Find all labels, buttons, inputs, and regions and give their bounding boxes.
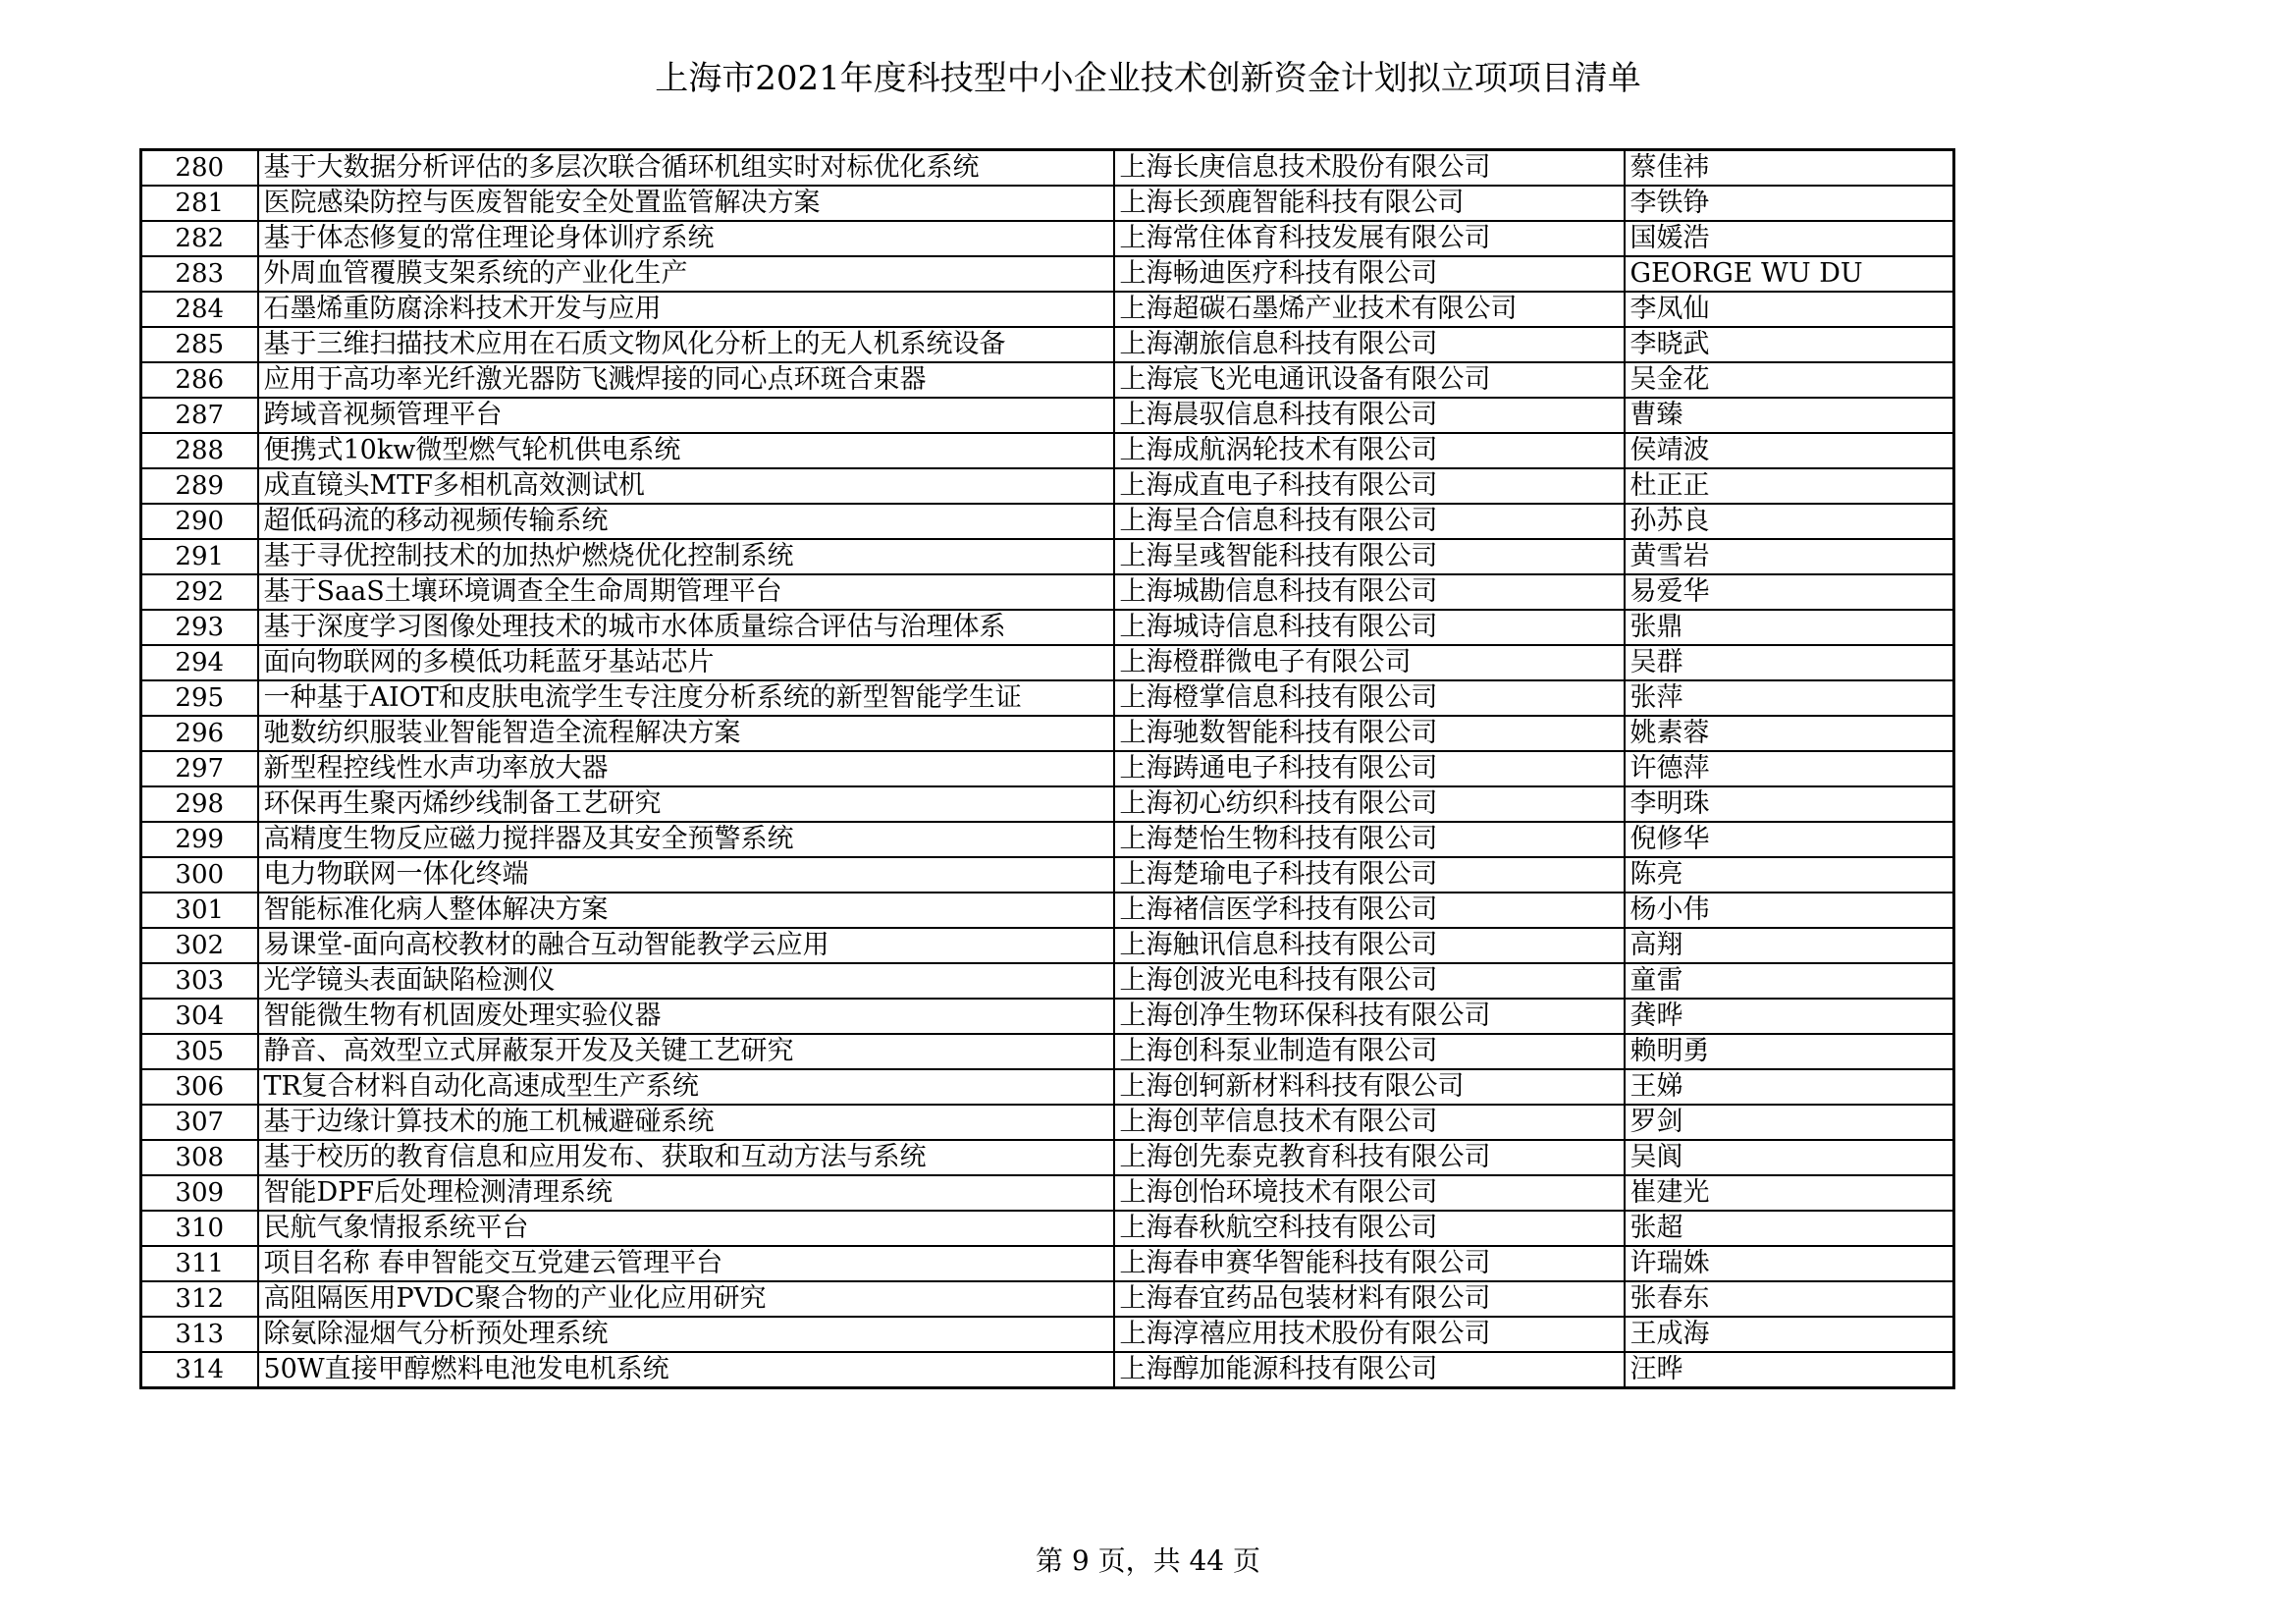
row-number-cell: 297 (141, 751, 258, 786)
row-number-cell: 294 (141, 645, 258, 680)
project-name-cell: 一种基于AIOT和皮肤电流学生专注度分析系统的新型智能学生证 (258, 680, 1114, 716)
row-number-cell: 302 (141, 928, 258, 963)
contact-person-cell: 李铁铮 (1625, 186, 1954, 221)
contact-person-cell: 陈亮 (1625, 857, 1954, 893)
row-number-cell: 291 (141, 539, 258, 574)
contact-person-cell: 王娣 (1625, 1069, 1954, 1105)
project-name-cell: 基于深度学习图像处理技术的城市水体质量综合评估与治理体系 (258, 610, 1114, 645)
table-row (141, 610, 1954, 645)
project-name-cell: 高精度生物反应磁力搅拌器及其安全预警系统 (258, 822, 1114, 857)
page-title: 上海市2021年度科技型中小企业技术创新资金计划拟立项项目清单 (655, 59, 1641, 98)
company-name-cell: 上海触讯信息科技有限公司 (1114, 928, 1625, 963)
table-row (141, 398, 1954, 433)
project-name-cell: 石墨烯重防腐涂料技术开发与应用 (258, 292, 1114, 327)
row-number-cell: 309 (141, 1175, 258, 1211)
contact-person-cell: 李晓武 (1625, 327, 1954, 362)
row-number-cell: 301 (141, 893, 258, 928)
contact-person-cell: 龚晔 (1625, 999, 1954, 1034)
company-name-cell: 上海春宜药品包装材料有限公司 (1114, 1281, 1625, 1317)
row-number-cell: 313 (141, 1317, 258, 1352)
row-number-cell: 306 (141, 1069, 258, 1105)
row-number-cell: 293 (141, 610, 258, 645)
contact-person-cell: 吴群 (1625, 645, 1954, 680)
table-row (141, 680, 1954, 716)
table-row (141, 786, 1954, 822)
row-number-cell: 280 (141, 150, 258, 187)
company-name-cell: 上海踌通电子科技有限公司 (1114, 751, 1625, 786)
contact-person-cell: 蔡佳祎 (1625, 150, 1954, 187)
table-row (141, 292, 1954, 327)
table-row (141, 574, 1954, 610)
project-name-cell: 便携式10kw微型燃气轮机供电系统 (258, 433, 1114, 468)
project-name-cell: 电力物联网一体化终端 (258, 857, 1114, 893)
project-name-cell: 项目名称 春申智能交互党建云管理平台 (258, 1246, 1114, 1281)
company-name-cell: 上海初心纺织科技有限公司 (1114, 786, 1625, 822)
row-number-cell: 314 (141, 1352, 258, 1388)
contact-person-cell: 曹臻 (1625, 398, 1954, 433)
project-name-cell: 成直镜头MTF多相机高效测试机 (258, 468, 1114, 504)
row-number-cell: 300 (141, 857, 258, 893)
table-row (141, 327, 1954, 362)
contact-person-cell: 张鼎 (1625, 610, 1954, 645)
table-row (141, 857, 1954, 893)
row-number-cell: 308 (141, 1140, 258, 1175)
contact-person-cell: 黄雪岩 (1625, 539, 1954, 574)
table-row (141, 1352, 1954, 1388)
company-name-cell: 上海创先泰克教育科技有限公司 (1114, 1140, 1625, 1175)
contact-person-cell: 易爱华 (1625, 574, 1954, 610)
project-name-cell: 驰数纺织服装业智能智造全流程解决方案 (258, 716, 1114, 751)
table-row (141, 1281, 1954, 1317)
row-number-cell: 282 (141, 221, 258, 256)
row-number-cell: 284 (141, 292, 258, 327)
row-number-cell: 305 (141, 1034, 258, 1069)
table-row (141, 186, 1954, 221)
project-name-cell: 面向物联网的多模低功耗蓝牙基站芯片 (258, 645, 1114, 680)
contact-person-cell: 崔建光 (1625, 1175, 1954, 1211)
project-name-cell: 新型程控线性水声功率放大器 (258, 751, 1114, 786)
project-name-cell: 光学镜头表面缺陷检测仪 (258, 963, 1114, 999)
company-name-cell: 上海常住体育科技发展有限公司 (1114, 221, 1625, 256)
project-name-cell: 环保再生聚丙烯纱线制备工艺研究 (258, 786, 1114, 822)
table-row (141, 999, 1954, 1034)
table-row (141, 822, 1954, 857)
table-row (141, 1105, 1954, 1140)
row-number-cell: 311 (141, 1246, 258, 1281)
row-number-cell: 310 (141, 1211, 258, 1246)
project-name-cell: 超低码流的移动视频传输系统 (258, 504, 1114, 539)
company-name-cell: 上海畅迪医疗科技有限公司 (1114, 256, 1625, 292)
row-number-cell: 296 (141, 716, 258, 751)
table-row (141, 1175, 1954, 1211)
company-name-cell: 上海城勘信息科技有限公司 (1114, 574, 1625, 610)
company-name-cell: 上海宸飞光电通讯设备有限公司 (1114, 362, 1625, 398)
row-number-cell: 290 (141, 504, 258, 539)
project-list-table (139, 148, 1955, 1389)
table-row (141, 893, 1954, 928)
contact-person-cell: 罗剑 (1625, 1105, 1954, 1140)
table-row (141, 256, 1954, 292)
contact-person-cell: 吴阆 (1625, 1140, 1954, 1175)
company-name-cell: 上海城诗信息科技有限公司 (1114, 610, 1625, 645)
project-name-cell: 基于大数据分析评估的多层次联合循环机组实时对标优化系统 (258, 150, 1114, 187)
project-name-cell: 高阻隔医用PVDC聚合物的产业化应用研究 (258, 1281, 1114, 1317)
company-name-cell: 上海驰数智能科技有限公司 (1114, 716, 1625, 751)
contact-person-cell: 高翔 (1625, 928, 1954, 963)
row-number-cell: 295 (141, 680, 258, 716)
contact-person-cell: 杨小伟 (1625, 893, 1954, 928)
contact-person-cell: 张萍 (1625, 680, 1954, 716)
company-name-cell: 上海楚瑜电子科技有限公司 (1114, 857, 1625, 893)
project-name-cell: 智能标准化病人整体解决方案 (258, 893, 1114, 928)
table-row (141, 963, 1954, 999)
project-name-cell: 跨域音视频管理平台 (258, 398, 1114, 433)
table-row (141, 468, 1954, 504)
row-number-cell: 286 (141, 362, 258, 398)
row-number-cell: 298 (141, 786, 258, 822)
table-row (141, 1069, 1954, 1105)
row-number-cell: 304 (141, 999, 258, 1034)
contact-person-cell: 吴金花 (1625, 362, 1954, 398)
table-row (141, 751, 1954, 786)
contact-person-cell: 国媛浩 (1625, 221, 1954, 256)
project-name-cell: 基于SaaS土壤环境调查全生命周期管理平台 (258, 574, 1114, 610)
company-name-cell: 上海楚怡生物科技有限公司 (1114, 822, 1625, 857)
project-name-cell: 基于寻优控制技术的加热炉燃烧优化控制系统 (258, 539, 1114, 574)
project-name-cell: 智能微生物有机固废处理实验仪器 (258, 999, 1114, 1034)
company-name-cell: 上海橙群微电子有限公司 (1114, 645, 1625, 680)
project-name-cell: 易课堂-面向高校教材的融合互动智能教学云应用 (258, 928, 1114, 963)
project-name-cell: 除氨除湿烟气分析预处理系统 (258, 1317, 1114, 1352)
company-name-cell: 上海春秋航空科技有限公司 (1114, 1211, 1625, 1246)
project-name-cell: 50W直接甲醇燃料电池发电机系统 (258, 1352, 1114, 1388)
row-number-cell: 285 (141, 327, 258, 362)
page-footer: 第 9 页，共 44 页 (1035, 1544, 1261, 1577)
row-number-cell: 292 (141, 574, 258, 610)
table-row (141, 645, 1954, 680)
project-name-cell: 基于体态修复的常住理论身体训疗系统 (258, 221, 1114, 256)
project-list-body (141, 150, 1954, 1388)
contact-person-cell: GEORGE WU DU (1625, 256, 1954, 292)
table-row (141, 1140, 1954, 1175)
company-name-cell: 上海创苹信息技术有限公司 (1114, 1105, 1625, 1140)
contact-person-cell: 许德萍 (1625, 751, 1954, 786)
company-name-cell: 上海长庚信息技术股份有限公司 (1114, 150, 1625, 187)
company-name-cell: 上海橙掌信息科技有限公司 (1114, 680, 1625, 716)
company-name-cell: 上海呈彧智能科技有限公司 (1114, 539, 1625, 574)
table-row (141, 1317, 1954, 1352)
row-number-cell: 287 (141, 398, 258, 433)
project-name-cell: TR复合材料自动化高速成型生产系统 (258, 1069, 1114, 1105)
contact-person-cell: 汪晔 (1625, 1352, 1954, 1388)
contact-person-cell: 孙苏良 (1625, 504, 1954, 539)
contact-person-cell: 李明珠 (1625, 786, 1954, 822)
contact-person-cell: 许瑞姝 (1625, 1246, 1954, 1281)
table-row (141, 1211, 1954, 1246)
table-row (141, 221, 1954, 256)
row-number-cell: 307 (141, 1105, 258, 1140)
project-name-cell: 静音、高效型立式屏蔽泵开发及关键工艺研究 (258, 1034, 1114, 1069)
row-number-cell: 303 (141, 963, 258, 999)
project-name-cell: 基于校历的教育信息和应用发布、获取和互动方法与系统 (258, 1140, 1114, 1175)
project-name-cell: 基于边缘计算技术的施工机械避碰系统 (258, 1105, 1114, 1140)
table-row (141, 504, 1954, 539)
contact-person-cell: 李凤仙 (1625, 292, 1954, 327)
project-name-cell: 外周血管覆膜支架系统的产业化生产 (258, 256, 1114, 292)
contact-person-cell: 张春东 (1625, 1281, 1954, 1317)
company-name-cell: 上海创轲新材料科技有限公司 (1114, 1069, 1625, 1105)
table-row (141, 433, 1954, 468)
row-number-cell: 299 (141, 822, 258, 857)
project-name-cell: 医院感染防控与医废智能安全处置监管解决方案 (258, 186, 1114, 221)
row-number-cell: 289 (141, 468, 258, 504)
table-row (141, 928, 1954, 963)
row-number-cell: 281 (141, 186, 258, 221)
contact-person-cell: 张超 (1625, 1211, 1954, 1246)
company-name-cell: 上海潮旅信息科技有限公司 (1114, 327, 1625, 362)
company-name-cell: 上海创波光电科技有限公司 (1114, 963, 1625, 999)
table-row (141, 1034, 1954, 1069)
contact-person-cell: 姚素蓉 (1625, 716, 1954, 751)
company-name-cell: 上海超碳石墨烯产业技术有限公司 (1114, 292, 1625, 327)
row-number-cell: 283 (141, 256, 258, 292)
table-row (141, 1246, 1954, 1281)
project-name-cell: 应用于高功率光纤激光器防飞溅焊接的同心点环斑合束器 (258, 362, 1114, 398)
row-number-cell: 288 (141, 433, 258, 468)
company-name-cell: 上海创净生物环保科技有限公司 (1114, 999, 1625, 1034)
company-name-cell: 上海创怡环境技术有限公司 (1114, 1175, 1625, 1211)
company-name-cell: 上海醇加能源科技有限公司 (1114, 1352, 1625, 1388)
contact-person-cell: 王成海 (1625, 1317, 1954, 1352)
table-row (141, 716, 1954, 751)
company-name-cell: 上海创科泵业制造有限公司 (1114, 1034, 1625, 1069)
row-number-cell: 312 (141, 1281, 258, 1317)
table-row (141, 362, 1954, 398)
contact-person-cell: 童雷 (1625, 963, 1954, 999)
contact-person-cell: 倪修华 (1625, 822, 1954, 857)
contact-person-cell: 赖明勇 (1625, 1034, 1954, 1069)
contact-person-cell: 杜正正 (1625, 468, 1954, 504)
company-name-cell: 上海褚信医学科技有限公司 (1114, 893, 1625, 928)
project-name-cell: 基于三维扫描技术应用在石质文物风化分析上的无人机系统设备 (258, 327, 1114, 362)
table-row (141, 150, 1954, 187)
company-name-cell: 上海淳禧应用技术股份有限公司 (1114, 1317, 1625, 1352)
company-name-cell: 上海成直电子科技有限公司 (1114, 468, 1625, 504)
company-name-cell: 上海晨驭信息科技有限公司 (1114, 398, 1625, 433)
table-row (141, 539, 1954, 574)
company-name-cell: 上海呈合信息科技有限公司 (1114, 504, 1625, 539)
project-name-cell: 民航气象情报系统平台 (258, 1211, 1114, 1246)
company-name-cell: 上海长颈鹿智能科技有限公司 (1114, 186, 1625, 221)
contact-person-cell: 侯靖波 (1625, 433, 1954, 468)
company-name-cell: 上海春申赛华智能科技有限公司 (1114, 1246, 1625, 1281)
project-name-cell: 智能DPF后处理检测清理系统 (258, 1175, 1114, 1211)
company-name-cell: 上海成航涡轮技术有限公司 (1114, 433, 1625, 468)
